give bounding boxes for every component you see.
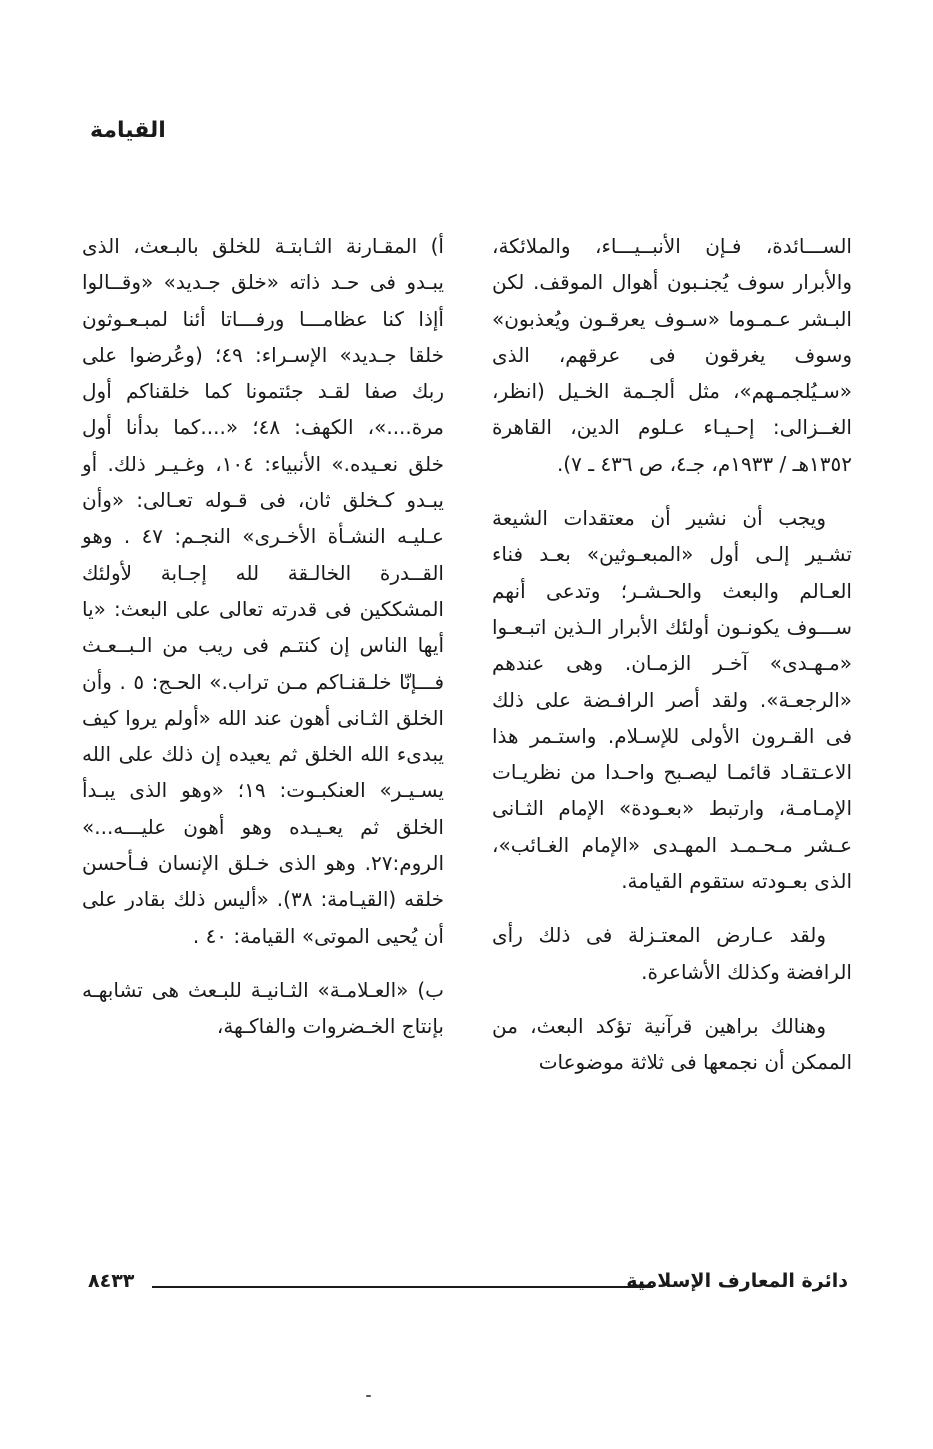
footer-divider <box>152 1286 653 1288</box>
running-head-title: القيامة <box>90 118 166 143</box>
footer-publication-title: دائرة المعارف الإسلامية <box>626 1270 848 1292</box>
left-paragraph-2: ب) «العـلامـة» الثـانيـة للبـعث هى تشابهـه بإنتاج الخـضروات والفاكـهة، <box>82 977 444 1039</box>
right-paragraph-3: ولقد عـارض المعتـزلة فى ذلك رأى الرافضة وكذلك الأشاعرة. <box>492 923 852 984</box>
right-paragraph-2: ويجب أن نشير أن معتقدات الشيعة تشـير إلـى أول «المبعـوثين» بعـد فناء العـالم والبعث والحـشـر؛ وتدعى أنهم ســـوف يكونـون أولئك الأبرار الـذين اتبـعـوا «مـهـدى» آخـر الزمـان. وهى عندهم «الرجعـة». ولقد أصر الرافـضة على ذلك فى القـرون الأولى للإسـلام. واستـمر هذا الاعـتقـاد قائمـا ليصـبح واحـدا من نظريـات الإمـامـة، وارتبط «بعـودة» الإمام الثـانى عـشر مـحـمـد المهـدى «الإمام الغـائب»، الذى بعـودته ستقوم القيامة. <box>492 506 852 894</box>
right-paragraph-1: الســـائدة، فـإن الأنبــيـــاء، والملائكة، والأبرار سوف يُجنـبون أهوال الموقف. لكن البـشر عـمـوما «سـوف يعرقـون ويُعذبون» وسوف يغرقون فى عرقهم، الذى «سـيُلجمـهم»، مثل ألجـمة الخـيل (انظر، الغــزالى: إحـيـاء عـلوم الدين، القاهرة ١٣٥٢هـ / ١٩٣٣م، جـ٤، ص ٤٣٦ ـ ٧). <box>492 234 852 476</box>
left-paragraph-1: أ) المقـارنة الثـابتـة للخلق بالبـعث، الذى يبـدو فى حـد ذاته «خلق جـديد» «وقــالوا أإذا كنا عظامـــا ورفـــاتا أئنا لمبـعـوثون خلقا جـديد» الإسـراء: ٤٩؛ (وعُرضوا على ربك صفا لقـد جئتمونا كما خلقناكم أول مرة....»، الكهف: ٤٨؛ «....كما بدأنا أول خلق نعـيده.» الأنبياء: ١٠٤، وغـيـر ذلك. أو يبـدو كـخلق ثان، فى قـوله تعـالى: «وأن عـليـه النشـأة الأخـرى» النجـم: ٤٧ . وهو القــدرة الخالـقة لله إجـابة لأولئك المشككين فى قدرته تعالى على البعث: «يا أيها الناس إن كنتـم فى ريب من الـبــعـث فـــإنّا خلـقنـاكم مـن تراب.» الحـج: ٥ . وأن الخلق الثـانى أهون عند الله «أولم يروا كيف يبدىء الله الخلق ثم يعيده إن ذلك على الله يسـيـر» العنكبـوت: ١٩؛ «وهو الذى يبـدأ الخلق ثم يعـيـده وهو أهون عليـــه...» الروم:٢٧. وهو الذى خـلق الإنسان فـأحسن خلقه (القيـامة: ٣٨). «أليس ذلك بقادر على أن يُحيى الموتى» القيامة: ٤٠ . <box>82 234 445 948</box>
page-footer <box>88 1270 848 1300</box>
footer-page-number: ٨٤٣٣ <box>88 1270 135 1292</box>
right-paragraph-4: وهنالك براهين قرآنية تؤكد البعث، من الممكن أن نجمعها فى ثلاثة موضوعات <box>492 1013 852 1075</box>
right-text-column <box>492 228 852 1099</box>
left-text-column <box>82 228 444 1063</box>
scan-speck <box>366 1395 371 1397</box>
